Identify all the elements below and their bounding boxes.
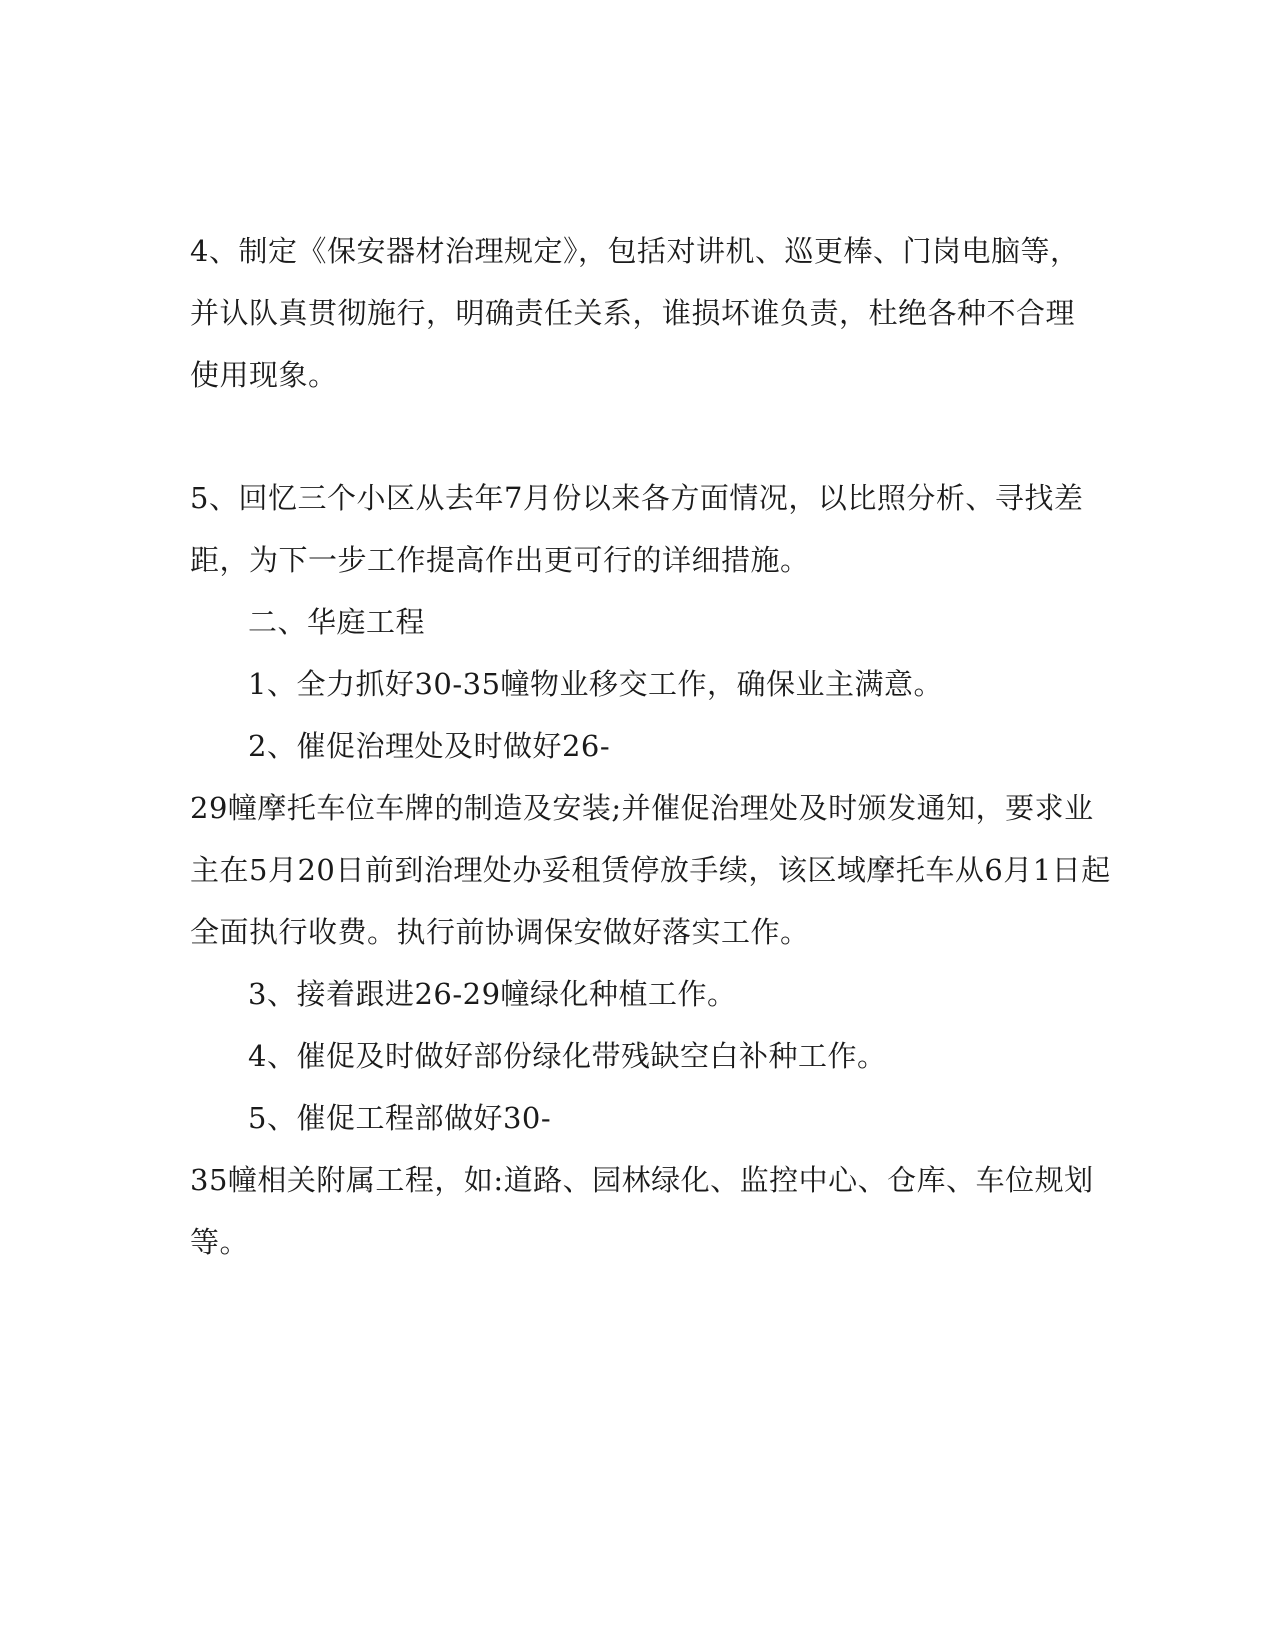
section-item-3: 3、接着跟进26-29幢绿化种植工作。 [248,977,737,1011]
section-item-2-line-1: 2、催促治理处及时做好26- [248,729,611,763]
section-heading: 二、华庭工程 [248,605,426,639]
section-item-5-line-1: 5、催促工程部做好30- [248,1101,552,1135]
item-5-line-2: 距，为下一步工作提高作出更可行的详细措施。 [190,543,810,577]
section-item-4: 4、催促及时做好部份绿化带残缺空白补种工作。 [248,1039,887,1073]
item-4-line-2: 并认队真贯彻施行，明确责任关系，谁损坏谁负责，杜绝各种不合理 [190,296,1076,330]
section-item-5-line-2: 35幢相关附属工程，如:道路、园林绿化、监控中心、仓库、车位规划 [190,1163,1094,1197]
section-item-2-line-4: 全面执行收费。执行前协调保安做好落实工作。 [190,915,810,949]
item-4-line-3: 使用现象。 [190,358,338,392]
item-5-line-1: 5、回忆三个小区从去年7月份以来各方面情况，以比照分析、寻找差 [190,481,1084,515]
section-item-2-line-2: 29幢摩托车位车牌的制造及安装;并催促治理处及时颁发通知，要求业 [190,791,1094,825]
section-item-1: 1、全力抓好30-35幢物业移交工作，确保业主满意。 [248,667,944,701]
item-4-line-1: 4、制定《保安器材治理规定》，包括对讲机、巡更棒、门岗电脑等， [190,234,1080,268]
section-item-5-line-3: 等。 [190,1225,250,1259]
section-item-2-line-3: 主在5月20日前到治理处办妥租赁停放手续，该区域摩托车从6月1日起 [190,853,1111,887]
